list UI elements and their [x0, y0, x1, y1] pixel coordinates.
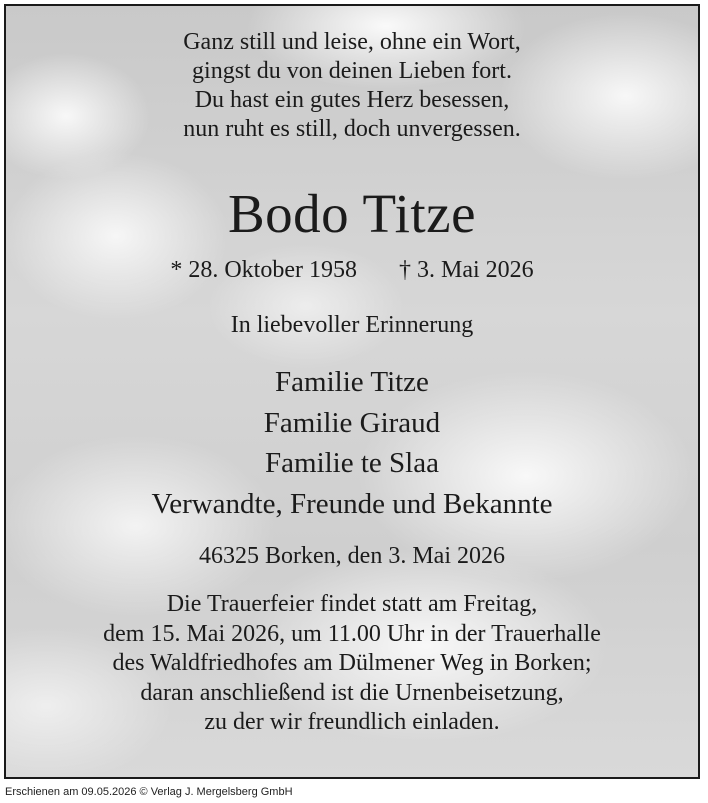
death-date: † 3. Mai 2026 [398, 257, 534, 283]
poem-line: Du hast ein gutes Herz besessen, [194, 87, 510, 113]
poem-line: gingst du von deinen Lieben fort. [192, 58, 512, 84]
place-date: 46325 Borken, den 3. Mai 2026 [199, 543, 505, 569]
life-dates [6, 255, 698, 285]
mourner-line: Familie Giraud [263, 406, 441, 439]
publication-footer: Erschienen am 09.05.2026 © Verlag J. Mergelsberg GmbH [5, 786, 293, 798]
ceremony-line: dem 15. Mai 2026, um 11.00 Uhr in der Trauerhalle [103, 620, 601, 647]
mourners-list [6, 362, 698, 524]
deceased-name: Bodo Titze [228, 183, 476, 244]
ceremony-line: Die Trauerfeier findet statt am Freitag, [166, 591, 538, 617]
ceremony-line: des Waldfriedhofes am Dülmener Weg in Borken; [112, 650, 592, 676]
poem-line: Ganz still und leise, ohne ein Wort, [183, 29, 521, 55]
poem-line: nun ruht es still, doch unvergessen. [183, 116, 521, 142]
birth-date: * 28. Oktober 1958 [170, 257, 357, 283]
poem [6, 28, 698, 144]
ceremony-line: daran anschließend ist die Urnenbeisetzung, [140, 679, 564, 706]
ceremony-info [6, 590, 698, 738]
mourner-line: Familie Titze [275, 366, 429, 398]
ceremony-line: zu der wir freundlich einladen. [204, 709, 500, 735]
mourner-line: Verwandte, Freunde und Bekannte [151, 487, 553, 520]
memory-line: In liebevoller Erinnerung [230, 312, 474, 338]
mourner-line: Familie te Slaa [265, 447, 439, 479]
obituary-notice [4, 4, 700, 779]
